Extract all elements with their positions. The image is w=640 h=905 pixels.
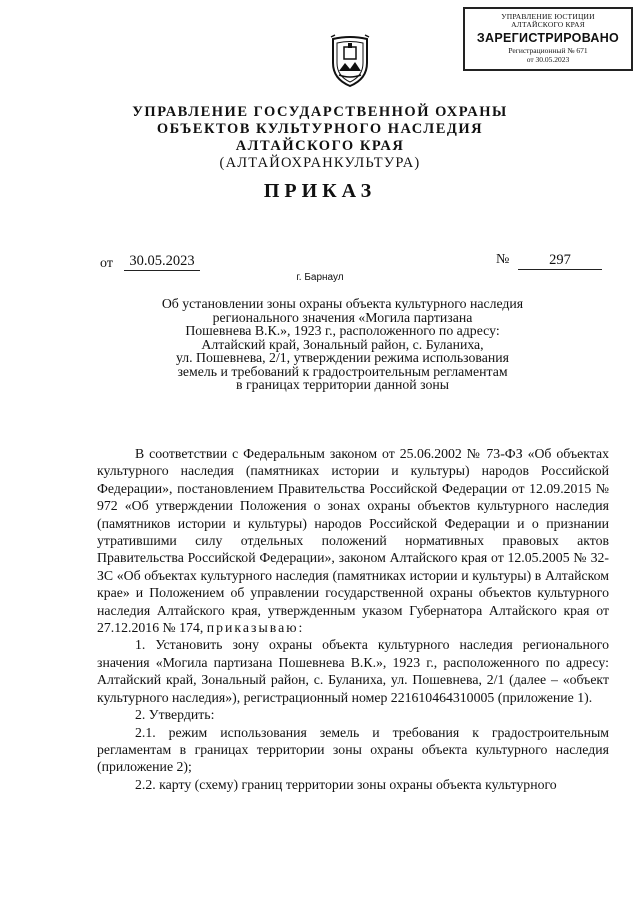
altai-krai-coat-of-arms-icon	[329, 33, 371, 89]
registration-stamp	[463, 7, 633, 71]
subject-line: Об установлении зоны охраны объекта культурного наследия	[161, 296, 524, 311]
number-prefix: №	[496, 252, 510, 267]
city: г. Барнаул	[296, 272, 344, 283]
header-line-2: ОБЪЕКТОВ КУЛЬТУРНОГО НАСЛЕДИЯ	[156, 121, 484, 137]
subject-line: ул. Пошевнева, 2/1, утверждении режима использования	[175, 350, 510, 365]
item-1: 1. Установить зону охраны объекта культурного наследия регионального значения «Могила партизана Пошевнева В.К.», 1923 г., расположенного по адресу: Алтайский край, Зональный район, с. Буланиха, ул. Пошевнева, 2/1 (далее – «объект культурного наследия»), регистрационный номер 221610464310005 (приложение 1).	[97, 637, 609, 705]
header-line-3: АЛТАЙСКОГО КРАЯ	[235, 138, 405, 154]
order-number: 297	[518, 252, 602, 270]
preamble-paragraph	[97, 445, 609, 636]
stamp-authority-line1: УПРАВЛЕНИЕ ЮСТИЦИИ	[501, 12, 595, 21]
item-2-2: 2.2. карту (схему) границ территории зоны охраны объекта культурного	[135, 776, 557, 792]
item-2-1: 2.1. режим использования земель и требования к градостроительным регламентам в границах территории зоны охраны объекта культурного наследия (приложение 2);	[97, 724, 609, 775]
order-body	[97, 445, 609, 793]
subject-line: в границах территории данной зоны	[235, 377, 450, 392]
stamp-authority-line2: АЛТАЙСКОГО КРАЯ	[511, 20, 585, 29]
subject-line: земель и требований к градостроительным регламентам	[177, 363, 508, 379]
stamp-reg-date: от 30.05.2023	[526, 55, 570, 64]
stamp-reg-number: Регистрационный № 671	[508, 46, 588, 55]
header-line-1: УПРАВЛЕНИЕ ГОСУДАРСТВЕННОЙ ОХРАНЫ	[132, 104, 508, 120]
subject-line: Алтайский край, Зональный район, с. Буланиха,	[201, 336, 484, 352]
preamble-text: В соответствии с Федеральным законом от 25.06.2002 № 73-ФЗ «Об объектах культурного наследия (памятниках истории и культуры) народов Российской Федерации», постановлением Правительства Российской Федерации от 12.09.2015 № 972 «Об утверждении Положения о зонах охраны объектов культурного наследия (памятников истории и культуры) народов Российской Федерации и о признании утратившими силу отдельных положений нормативных правовых актов Правительства Российской Федерации», законом Алтайского края от 12.05.2005 № 32-ЗС «Об объектах культурного наследия (памятниках истории и культуры) в Алтайском крае» и Положением об управлении государственной охраны объектов культурного наследия Алтайского края, утвержденным указом Губернатора Алтайского края от 27.12.2016 № 174,	[97, 446, 609, 636]
stamp-status: ЗАРЕГИСТРИРОВАНО	[476, 31, 620, 45]
document-title: ПРИКАЗ	[263, 180, 377, 202]
item-2: 2. Утвердить:	[135, 707, 215, 723]
subject-line: Пошевнева В.К.», 1923 г., расположенного по адресу:	[185, 323, 500, 338]
order-subject	[120, 297, 565, 392]
order-word: приказываю:	[206, 620, 305, 636]
header-line-4: (АЛТАЙОХРАНКУЛЬТУРА)	[219, 155, 421, 171]
date-prefix: от	[100, 256, 113, 271]
order-date: 30.05.2023	[124, 253, 200, 271]
subject-line: регионального значения «Могила партизана	[212, 309, 473, 325]
